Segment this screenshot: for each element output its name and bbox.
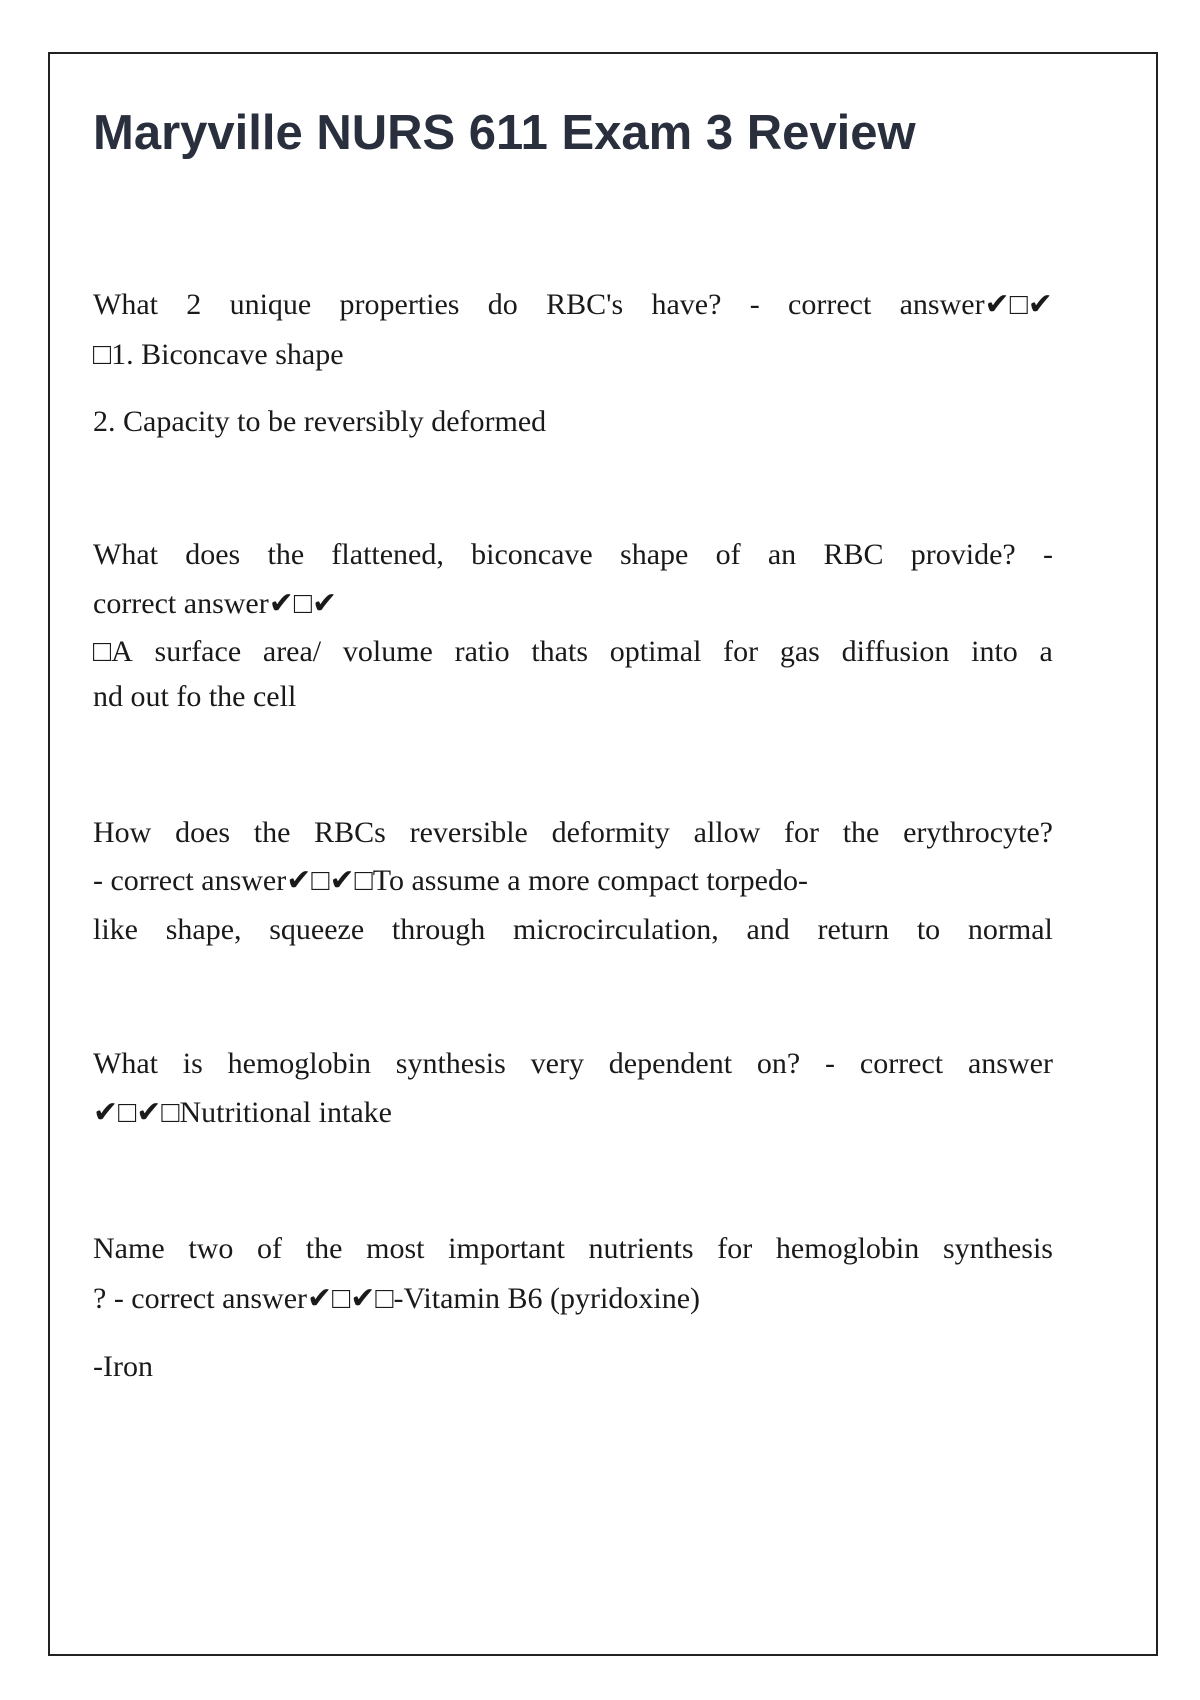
- word: What: [93, 538, 158, 571]
- word: -: [1042, 538, 1053, 571]
- word: an: [767, 538, 797, 571]
- word: does: [175, 816, 231, 849]
- word: Name: [93, 1232, 165, 1265]
- word: biconcave: [471, 538, 593, 571]
- word: How: [93, 816, 152, 849]
- word: answer✔□✔: [899, 288, 1053, 321]
- word: -: [825, 1047, 836, 1080]
- word: surface: [154, 635, 242, 668]
- word: allow: [693, 816, 761, 849]
- word: reversible: [409, 816, 528, 849]
- word: important: [448, 1232, 565, 1265]
- word: properties: [339, 288, 460, 321]
- word: the: [253, 816, 291, 849]
- word: 2: [186, 288, 202, 321]
- word: provide?: [910, 538, 1016, 571]
- word: of: [715, 538, 741, 571]
- word: deformity: [551, 816, 670, 849]
- word: □A: [93, 635, 133, 668]
- word: very: [530, 1047, 584, 1080]
- word: to: [916, 913, 941, 946]
- word: flattened,: [331, 538, 444, 571]
- word: normal: [967, 913, 1053, 946]
- word: What: [93, 1047, 158, 1080]
- qa-4-line-2: ✔□✔□Nutritional intake: [93, 1096, 392, 1129]
- qa-1-line-3: 2. Capacity to be reversibly deformed: [93, 405, 547, 438]
- qa-2-line-3: [93, 637, 1053, 667]
- word: hemoglobin: [775, 1232, 920, 1265]
- word: microcirculation,: [512, 913, 719, 946]
- qa-5-line-2: ? - correct answer✔□✔□-Vitamin B6 (pyridoxine): [93, 1282, 701, 1315]
- qa-1-line-1: [93, 290, 1053, 320]
- word: synthesis: [395, 1047, 506, 1080]
- word: correct: [859, 1047, 944, 1080]
- qa-1-line-2: □1. Biconcave shape: [93, 338, 344, 371]
- document-title: Maryville NURS 611 Exam 3 Review: [93, 106, 916, 160]
- word: shape,: [165, 913, 242, 946]
- word: have?: [651, 288, 722, 321]
- word: What: [93, 288, 158, 321]
- word: gas: [779, 635, 820, 668]
- qa-2-line-4: nd out fo the cell: [93, 680, 297, 713]
- word: like: [93, 913, 138, 946]
- word: RBC: [823, 538, 884, 571]
- word: into: [971, 635, 1018, 668]
- word: do: [487, 288, 518, 321]
- word: answer: [967, 1047, 1053, 1080]
- word: hemoglobin: [227, 1047, 371, 1080]
- word: does: [185, 538, 241, 571]
- word: the: [267, 538, 305, 571]
- word: and: [746, 913, 790, 946]
- word: unique: [229, 288, 312, 321]
- word: volume: [342, 635, 433, 668]
- word: ratio: [454, 635, 510, 668]
- qa-3-line-2: - correct answer✔□✔□To assume a more compact torpedo-: [93, 864, 808, 897]
- word: is: [182, 1047, 203, 1080]
- qa-2-line-1: [93, 540, 1053, 570]
- word: shape: [620, 538, 689, 571]
- word: erythrocyte?: [903, 816, 1053, 849]
- word: nutrients: [588, 1232, 694, 1265]
- word: synthesis: [942, 1232, 1053, 1265]
- word: a: [1039, 635, 1053, 668]
- qa-5-line-3: -Iron: [93, 1350, 153, 1383]
- word: RBC's: [546, 288, 624, 321]
- qa-3-line-1: [93, 818, 1053, 848]
- word: the: [305, 1232, 343, 1265]
- word: for: [723, 635, 759, 668]
- word: thats: [531, 635, 589, 668]
- word: on?: [756, 1047, 801, 1080]
- word: RBCs: [314, 816, 386, 849]
- qa-3-line-3: [93, 915, 1053, 945]
- word: two: [188, 1232, 234, 1265]
- word: most: [366, 1232, 425, 1265]
- word: diffusion: [841, 635, 950, 668]
- word: for: [784, 816, 819, 849]
- qa-4-line-1: [93, 1049, 1053, 1079]
- word: for: [717, 1232, 753, 1265]
- word: area/: [262, 635, 322, 668]
- qa-2-line-2: correct answer✔□✔: [93, 587, 338, 620]
- word: squeeze: [269, 913, 365, 946]
- word: -: [749, 288, 760, 321]
- word: optimal: [609, 635, 702, 668]
- word: of: [257, 1232, 283, 1265]
- qa-5-line-1: [93, 1234, 1053, 1264]
- word: dependent: [608, 1047, 733, 1080]
- word: return: [817, 913, 890, 946]
- word: correct: [788, 288, 872, 321]
- word: through: [391, 913, 486, 946]
- word: the: [842, 816, 880, 849]
